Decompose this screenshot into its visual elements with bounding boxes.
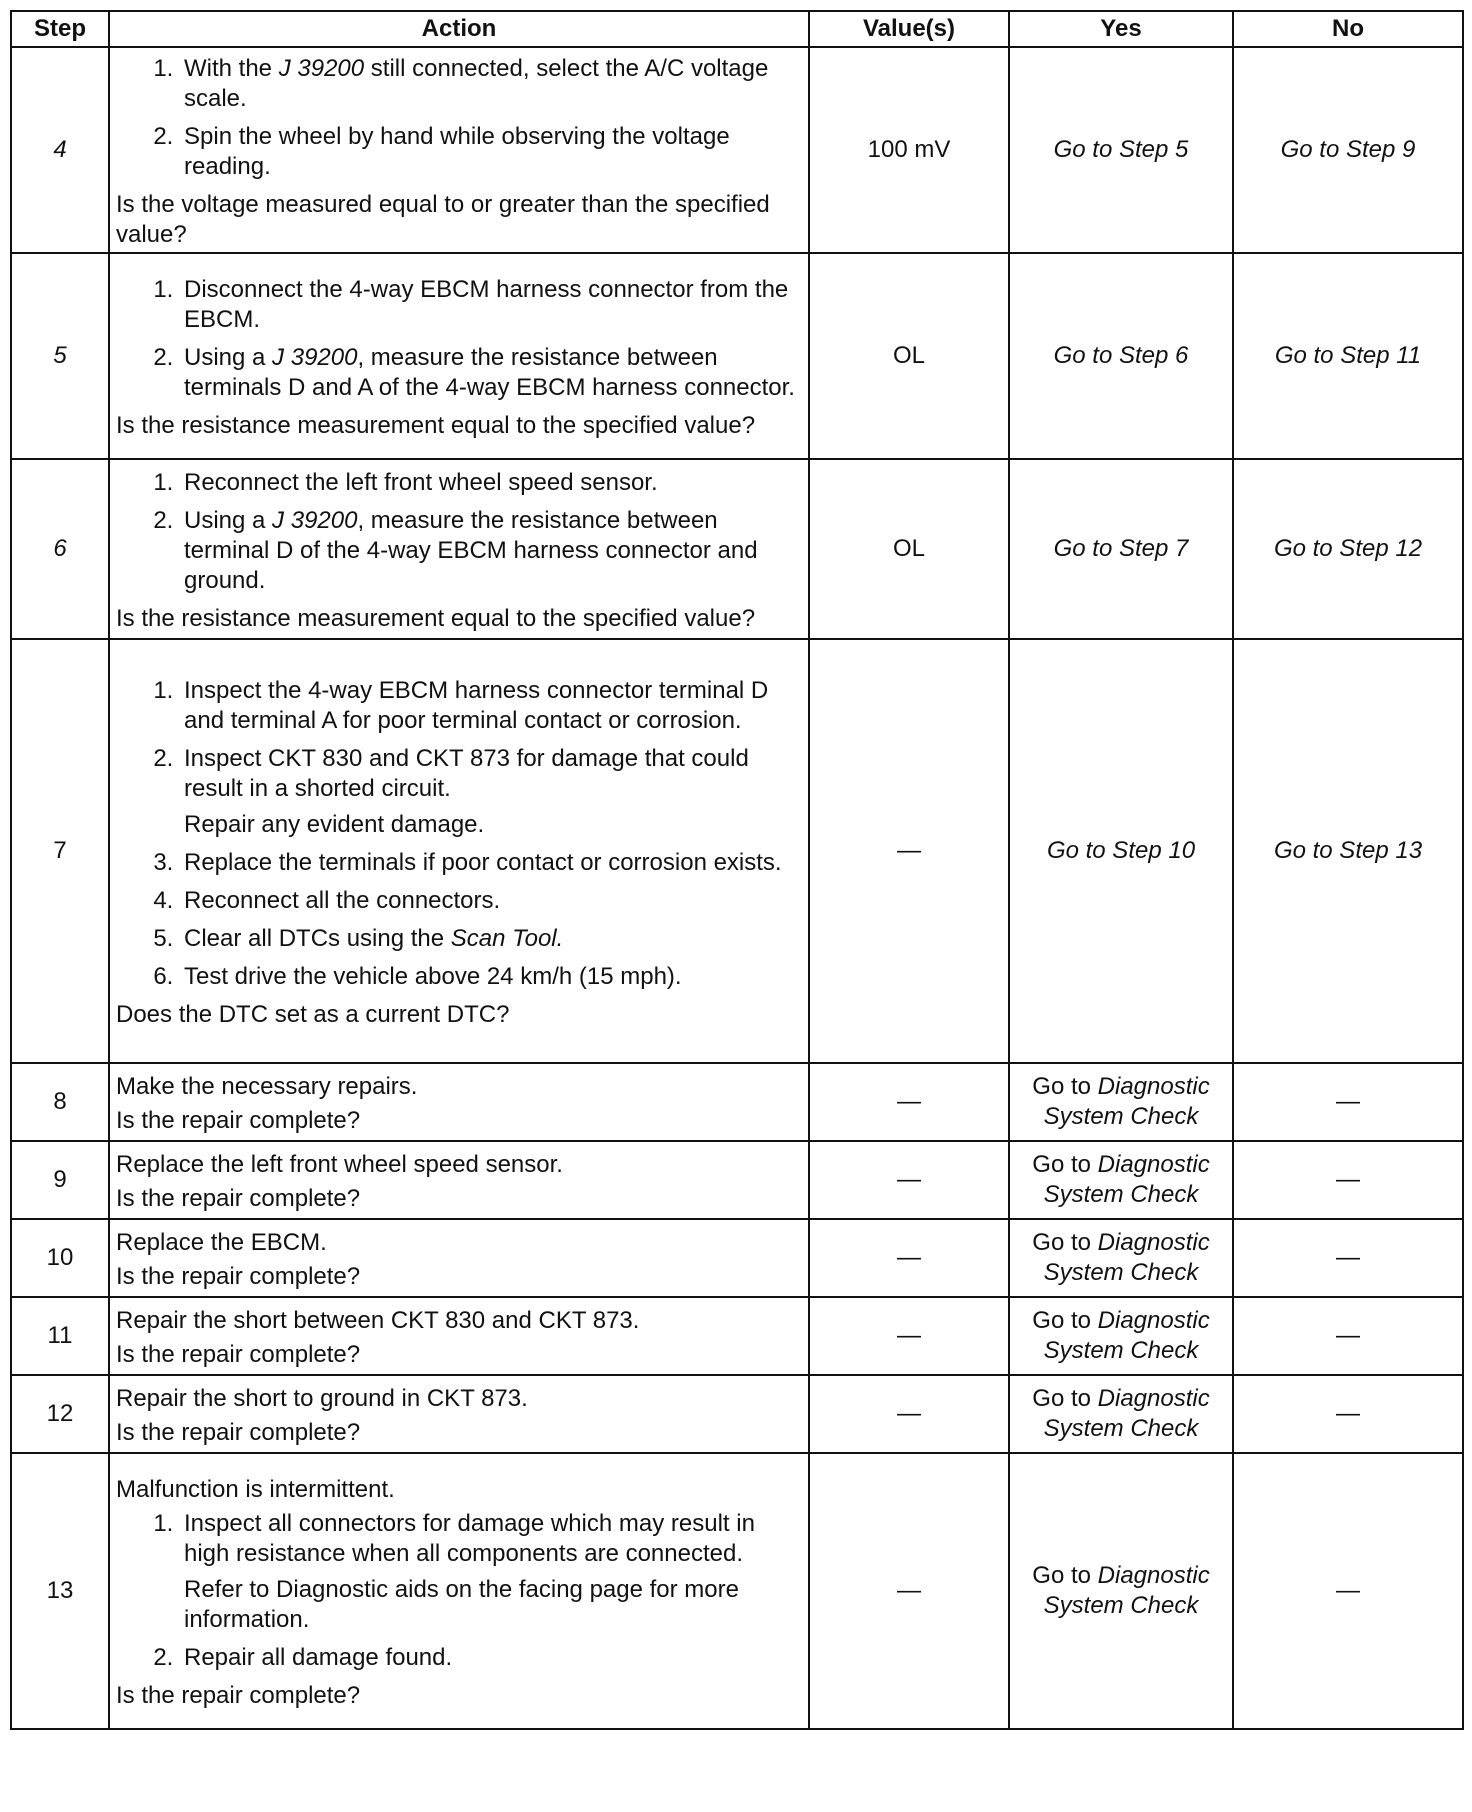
step-number: 12 bbox=[11, 1375, 109, 1453]
no-value: — bbox=[1233, 1375, 1463, 1453]
action-list bbox=[116, 1509, 802, 1673]
value-cell: — bbox=[809, 1063, 1009, 1141]
header-values: Value(s) bbox=[809, 11, 1009, 47]
action-text: Repair the short to ground in CKT 873. bbox=[116, 1385, 528, 1412]
table-row bbox=[11, 639, 1463, 1063]
yes-link[interactable]: Go to Diagnostic System Check bbox=[1009, 1063, 1233, 1141]
table-row bbox=[11, 1375, 1463, 1453]
note: Repair any evident damage. bbox=[184, 811, 485, 838]
step-number: 10 bbox=[11, 1219, 109, 1297]
value-cell: — bbox=[809, 1141, 1009, 1219]
no-value: — bbox=[1233, 1453, 1463, 1729]
yes-link[interactable]: Go to Diagnostic System Check bbox=[1009, 1375, 1233, 1453]
action-text: Make the necessary repairs. bbox=[116, 1073, 418, 1100]
list-item: 3. Replace the terminals if poor contact or corrosion exists. bbox=[180, 848, 802, 878]
diagnostic-table bbox=[10, 10, 1464, 1730]
question: Is the repair complete? bbox=[116, 1185, 361, 1212]
action-cell bbox=[109, 253, 809, 459]
question: Does the DTC set as a current DTC? bbox=[116, 1001, 510, 1028]
question: Is the repair complete? bbox=[116, 1682, 361, 1709]
no-value: — bbox=[1233, 1063, 1463, 1141]
question: Is the repair complete? bbox=[116, 1419, 361, 1446]
question: Is the resistance measurement equal to the specified value? bbox=[116, 605, 756, 632]
value-cell: OL bbox=[809, 253, 1009, 459]
list-item: 2. Inspect CKT 830 and CKT 873 for damage that could result in a shorted circuit. Repair any evident damage. bbox=[180, 744, 802, 840]
header-step: Step bbox=[11, 11, 109, 47]
no-link[interactable]: Go to Step 11 bbox=[1233, 253, 1463, 459]
no-link[interactable]: Go to Step 9 bbox=[1233, 47, 1463, 253]
action-cell bbox=[109, 1141, 809, 1219]
step-number: 7 bbox=[11, 639, 109, 1063]
list-item: 2. Spin the wheel by hand while observing the voltage reading. bbox=[180, 122, 802, 182]
action-list bbox=[116, 275, 802, 403]
action-cell bbox=[109, 1063, 809, 1141]
action-list bbox=[116, 468, 802, 596]
yes-link[interactable]: Go to Diagnostic System Check bbox=[1009, 1453, 1233, 1729]
no-link[interactable]: Go to Step 13 bbox=[1233, 639, 1463, 1063]
action-cell bbox=[109, 1453, 809, 1729]
table-row bbox=[11, 1219, 1463, 1297]
list-item: 1. With the J 39200 still connected, select the A/C voltage scale. bbox=[180, 54, 802, 114]
tool-name: Scan Tool. bbox=[450, 925, 564, 952]
table-row bbox=[11, 47, 1463, 253]
list-item: 2. Repair all damage found. bbox=[180, 1643, 802, 1673]
value-cell: OL bbox=[809, 459, 1009, 639]
action-cell bbox=[109, 1219, 809, 1297]
table-row bbox=[11, 1453, 1463, 1729]
action-text: Malfunction is intermittent. bbox=[116, 1476, 395, 1503]
list-item: 1. Reconnect the left front wheel speed sensor. bbox=[180, 468, 802, 498]
no-value: — bbox=[1233, 1141, 1463, 1219]
yes-link[interactable]: Go to Step 6 bbox=[1009, 253, 1233, 459]
list-item: 2. Using a J 39200, measure the resistance between terminals D and A of the 4-way EBCM harness connector. bbox=[180, 343, 802, 403]
step-number: 6 bbox=[11, 459, 109, 639]
no-value: — bbox=[1233, 1297, 1463, 1375]
action-text: Repair the short between CKT 830 and CKT 873. bbox=[116, 1307, 640, 1334]
action-text: Replace the left front wheel speed sensor. bbox=[116, 1151, 563, 1178]
yes-link[interactable]: Go to Step 10 bbox=[1009, 639, 1233, 1063]
action-list bbox=[116, 676, 802, 992]
action-cell bbox=[109, 459, 809, 639]
action-cell bbox=[109, 1375, 809, 1453]
header-no: No bbox=[1233, 11, 1463, 47]
action-cell bbox=[109, 1297, 809, 1375]
action-cell bbox=[109, 639, 809, 1063]
step-number: 11 bbox=[11, 1297, 109, 1375]
question: Is the repair complete? bbox=[116, 1341, 361, 1368]
table-row bbox=[11, 1141, 1463, 1219]
yes-link[interactable]: Go to Diagnostic System Check bbox=[1009, 1219, 1233, 1297]
step-number: 4 bbox=[11, 47, 109, 253]
yes-link[interactable]: Go to Diagnostic System Check bbox=[1009, 1297, 1233, 1375]
list-item: 6. Test drive the vehicle above 24 km/h (15 mph). bbox=[180, 962, 802, 992]
value-cell: — bbox=[809, 1453, 1009, 1729]
yes-link[interactable]: Go to Diagnostic System Check bbox=[1009, 1141, 1233, 1219]
list-item: 5. Clear all DTCs using the Scan Tool. bbox=[180, 924, 802, 954]
step-number: 8 bbox=[11, 1063, 109, 1141]
question: Is the voltage measured equal to or greater than the specified value? bbox=[116, 191, 770, 248]
value-cell: — bbox=[809, 1297, 1009, 1375]
action-list bbox=[116, 54, 802, 182]
tool-name: J 39200 bbox=[278, 55, 365, 82]
no-link[interactable]: Go to Step 12 bbox=[1233, 459, 1463, 639]
list-item: 1. Disconnect the 4-way EBCM harness connector from the EBCM. bbox=[180, 275, 802, 335]
tool-name: J 39200 bbox=[272, 507, 358, 534]
step-number: 9 bbox=[11, 1141, 109, 1219]
step-number: 5 bbox=[11, 253, 109, 459]
question: Is the resistance measurement equal to the specified value? bbox=[116, 412, 756, 439]
list-item: 1. Inspect the 4-way EBCM harness connector terminal D and terminal A for poor terminal contact or corrosion. bbox=[180, 676, 802, 736]
list-item: 2. Using a J 39200, measure the resistance between terminal D of the 4-way EBCM harness connector and ground. bbox=[180, 506, 802, 596]
tool-name: J 39200 bbox=[272, 344, 358, 371]
list-item: 1. Inspect all connectors for damage which may result in high resistance when all components are connected. Refer to Diagnostic aids on the facing page for more information. bbox=[180, 1509, 802, 1635]
action-text: Replace the EBCM. bbox=[116, 1229, 327, 1256]
header-yes: Yes bbox=[1009, 11, 1233, 47]
note: Refer to Diagnostic aids on the facing page for more information. bbox=[184, 1576, 739, 1633]
value-cell: — bbox=[809, 1375, 1009, 1453]
question: Is the repair complete? bbox=[116, 1263, 361, 1290]
yes-link[interactable]: Go to Step 7 bbox=[1009, 459, 1233, 639]
table-row bbox=[11, 253, 1463, 459]
table-row bbox=[11, 459, 1463, 639]
yes-link[interactable]: Go to Step 5 bbox=[1009, 47, 1233, 253]
no-value: — bbox=[1233, 1219, 1463, 1297]
table-row bbox=[11, 1297, 1463, 1375]
action-cell bbox=[109, 47, 809, 253]
header-action: Action bbox=[109, 11, 809, 47]
value-cell: 100 mV bbox=[809, 47, 1009, 253]
header-row bbox=[11, 11, 1463, 47]
list-item: 4. Reconnect all the connectors. bbox=[180, 886, 802, 916]
question: Is the repair complete? bbox=[116, 1107, 361, 1134]
table-row bbox=[11, 1063, 1463, 1141]
value-cell: — bbox=[809, 1219, 1009, 1297]
step-number: 13 bbox=[11, 1453, 109, 1729]
value-cell: — bbox=[809, 639, 1009, 1063]
